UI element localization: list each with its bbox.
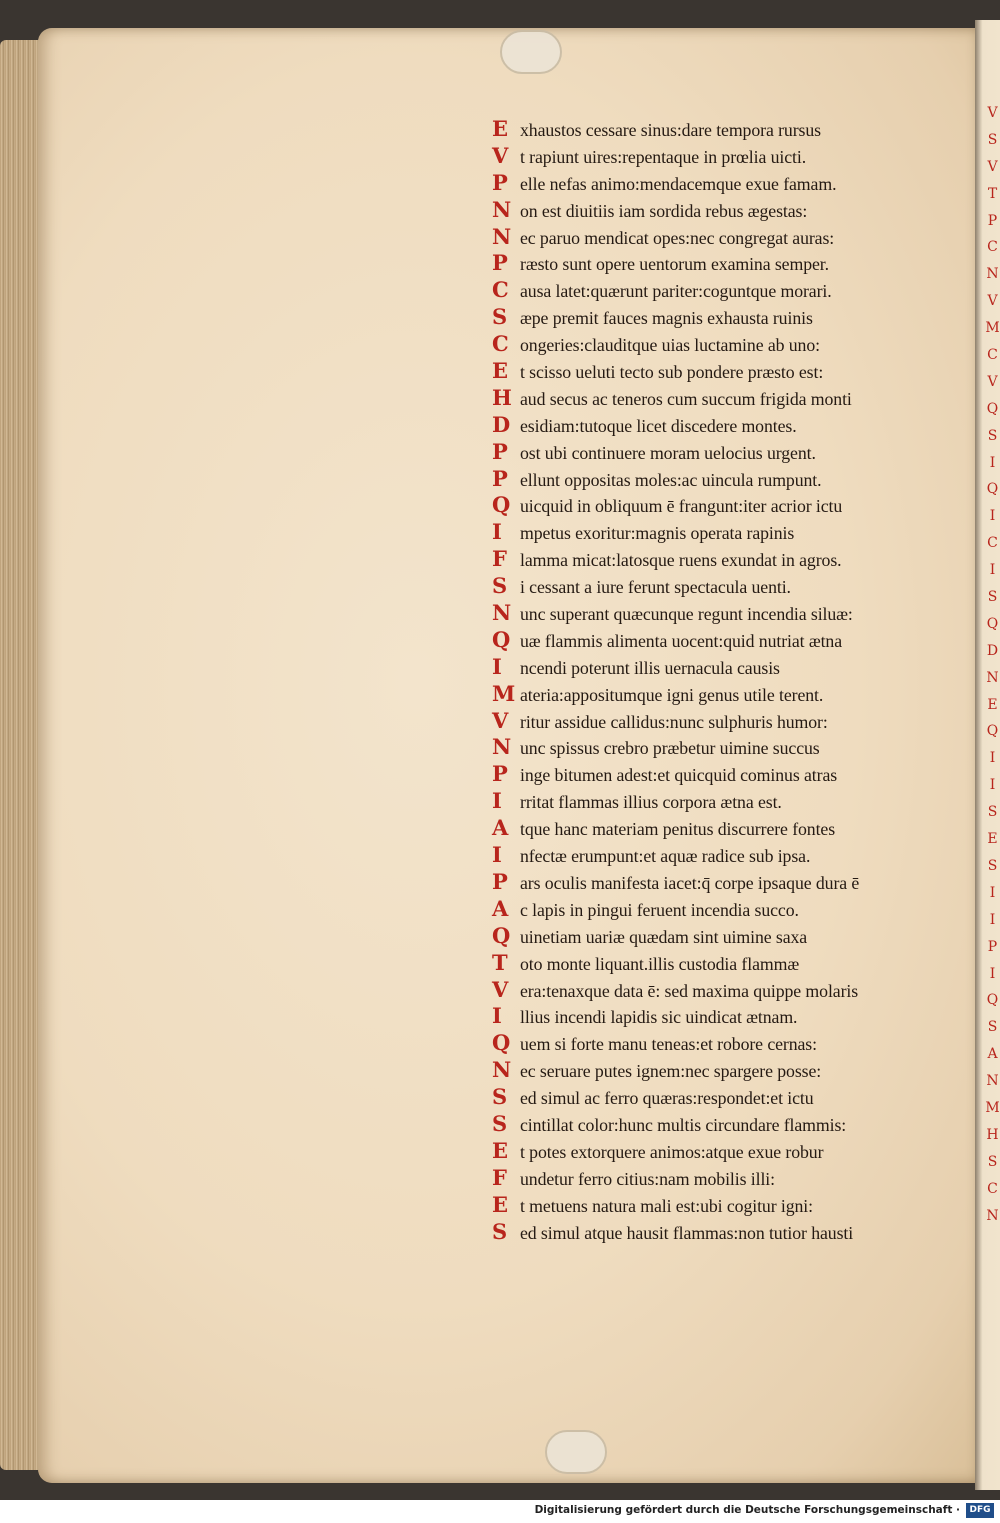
verse-text: unc spissus crebro præbetur uimine succus [520, 738, 820, 759]
verse-text: rritat flammas illius corpora ætna est. [520, 792, 782, 813]
verse-line [492, 358, 942, 385]
rubricated-initial: E [492, 116, 509, 141]
facing-initial: I [989, 965, 996, 982]
verse-line [492, 385, 942, 412]
verse-line [492, 197, 942, 224]
facing-initial: I [989, 911, 996, 928]
rubricated-initial: T [492, 949, 508, 975]
verse-line [492, 1111, 942, 1138]
verse-line [492, 492, 942, 519]
verse-line [492, 170, 942, 197]
rubricated-initial: V [492, 142, 509, 168]
verse-text: mpetus exoritur:magnis operata rapinis [520, 523, 795, 544]
verse-line [492, 869, 942, 896]
verse-column [492, 116, 942, 1245]
verse-line [492, 1030, 942, 1057]
verse-text: uem si forte manu teneas:et robore cernas: [520, 1034, 817, 1055]
rubricated-initial: I [492, 519, 502, 545]
facing-initial: C [987, 347, 998, 364]
verse-line [492, 1057, 942, 1084]
facing-initial: N [986, 266, 999, 283]
verse-text: ed simul ac ferro quæras:respondet:et ictu [520, 1088, 814, 1109]
verse-line [492, 466, 942, 493]
facing-page-initials [985, 100, 1000, 1229]
verse-line [492, 1084, 942, 1111]
rubricated-initial: E [492, 1137, 509, 1163]
verse-line [492, 600, 942, 627]
verse-text: ec paruo mendicat opes:nec congregat auras: [520, 227, 835, 248]
facing-initial: N [986, 1073, 999, 1090]
verse-line [492, 977, 942, 1004]
facing-initial: P [987, 212, 998, 229]
rubricated-initial: S [492, 1110, 508, 1136]
facing-initial: S [987, 589, 998, 606]
verse-text: t potes extorquere animos:atque exue robur [520, 1141, 824, 1162]
verse-text: ars oculis manifesta iacet:q̄ corpe ipsaque dura ē [520, 872, 860, 893]
verse-line [492, 224, 942, 251]
facing-initial: E [987, 831, 998, 848]
facing-initial: M [985, 320, 1000, 337]
page-clip-bottom [545, 1430, 607, 1474]
verse-line [492, 950, 942, 977]
facing-initial: M [985, 1099, 1000, 1116]
verse-line [492, 277, 942, 304]
rubricated-initial: N [492, 1057, 512, 1083]
rubricated-initial: Q [492, 922, 511, 948]
verse-text: uinetiam uariæ quædam sint uimine saxa [520, 926, 808, 947]
verse-line [492, 627, 942, 654]
facing-initial: I [989, 454, 996, 471]
facing-initial: S [987, 427, 998, 444]
verse-line [492, 734, 942, 761]
rubricated-initial: N [492, 600, 512, 626]
verse-text: t metuens natura mali est:ubi cogitur igni: [520, 1195, 813, 1216]
rubricated-initial: N [492, 196, 512, 222]
footer-bar [0, 1500, 1000, 1523]
rubricated-initial: P [492, 761, 508, 787]
verse-line [492, 1192, 942, 1219]
funding-credit: Digitalisierung gefördert durch die Deutsche Forschungsgemeinschaft · [534, 1504, 960, 1516]
rubricated-initial: V [492, 976, 509, 1002]
rubricated-initial: P [492, 868, 508, 894]
verse-text: ost ubi continuere moram uelocius urgent. [520, 442, 816, 463]
rubricated-initial: F [492, 1164, 507, 1190]
facing-initial: S [987, 1019, 998, 1036]
verse-text: lamma micat:latosque ruens exundat in agros. [520, 550, 842, 571]
verse-text: t scisso ueluti tecto sub pondere præsto est: [520, 362, 824, 383]
facing-initial: S [987, 1153, 998, 1170]
verse-text: ed simul atque hausit flammas:non tutior hausti [520, 1222, 854, 1243]
facing-initial: C [987, 1180, 998, 1197]
facing-initial: Q [986, 723, 999, 740]
verse-text: on est diuitiis iam sordida rebus ægestas: [520, 200, 808, 221]
rubricated-initial: S [492, 304, 508, 330]
facing-initial: I [989, 777, 996, 794]
rubricated-initial: P [492, 438, 508, 464]
verse-text: uicquid in obliquum ē frangunt:iter acrior ictu [520, 496, 843, 517]
verse-line [492, 708, 942, 735]
rubricated-initial: A [492, 815, 509, 841]
facing-initial: V [987, 158, 998, 175]
rubricated-initial: I [492, 1003, 502, 1029]
rubricated-initial: S [492, 1084, 508, 1110]
facing-initial: A [987, 1046, 998, 1063]
verse-line [492, 1138, 942, 1165]
verse-text: oto monte liquant.illis custodia flammæ [520, 953, 800, 974]
verse-line [492, 923, 942, 950]
verse-text: uæ flammis alimenta uocent:quid nutriat ætna [520, 630, 843, 651]
facing-initial: I [989, 750, 996, 767]
facing-initial: S [987, 131, 998, 148]
facing-initial: C [987, 239, 998, 256]
verse-text: tque hanc materiam penitus discurrere fontes [520, 819, 836, 840]
verse-line [492, 788, 942, 815]
verse-text: unc superant quæcunque regunt incendia siluæ: [520, 604, 853, 625]
facing-initial: I [989, 508, 996, 525]
rubricated-initial: I [492, 842, 502, 868]
facing-initial: Q [986, 992, 999, 1009]
facing-initial: Q [986, 481, 999, 498]
verse-line [492, 143, 942, 170]
rubricated-initial: C [492, 277, 509, 303]
facing-initial: I [989, 562, 996, 579]
verse-text: era:tenaxque data ē: sed maxima quippe molaris [520, 980, 859, 1001]
verse-line [492, 116, 942, 143]
facing-initial: H [986, 1126, 999, 1143]
verse-line [492, 654, 942, 681]
rubricated-initial: E [492, 358, 509, 384]
facing-initial: Q [986, 615, 999, 632]
verse-text: undetur ferro citius:nam mobilis illi: [520, 1168, 775, 1189]
rubricated-initial: P [492, 465, 508, 491]
facing-initial: Q [986, 400, 999, 417]
rubricated-initial: S [492, 573, 508, 599]
facing-initial: V [987, 105, 998, 121]
facing-initial: C [987, 535, 998, 552]
verse-line [492, 842, 942, 869]
rubricated-initial: P [492, 169, 508, 195]
verse-line [492, 761, 942, 788]
rubricated-initial: I [492, 653, 502, 679]
rubricated-initial: M [492, 680, 516, 706]
rubricated-initial: N [492, 223, 512, 249]
verse-text: inge bitumen adest:et quicquid cominus atras [520, 765, 838, 786]
verse-text: aud secus ac teneros cum succum frigida monti [520, 388, 852, 409]
verse-line [492, 546, 942, 573]
facing-initial: N [986, 1207, 999, 1224]
facing-initial: D [986, 642, 999, 659]
verse-line [492, 331, 942, 358]
verse-text: nfectæ erumpunt:et aquæ radice sub ipsa. [520, 846, 811, 867]
rubricated-initial: N [492, 734, 512, 760]
rubricated-initial: F [492, 546, 507, 572]
verse-text: i cessant a iure ferunt spectacula uenti. [520, 577, 791, 598]
verse-text: xhaustos cessare sinus:dare tempora rursus [520, 120, 821, 140]
facing-initial: I [989, 884, 996, 901]
rubricated-initial: Q [492, 626, 511, 652]
rubricated-initial: A [492, 895, 509, 921]
rubricated-initial: Q [492, 1030, 511, 1056]
verse-text: ellunt oppositas moles:ac uincula rumpunt. [520, 469, 822, 490]
verse-line [492, 815, 942, 842]
verse-text: ongeries:clauditque uias luctamine ab uno: [520, 335, 820, 356]
verse-line [492, 412, 942, 439]
verse-line [492, 439, 942, 466]
verse-text: ræsto sunt opere uentorum examina semper. [520, 254, 829, 275]
verse-line [492, 681, 942, 708]
verse-line [492, 1219, 942, 1246]
verse-text: c lapis in pingui feruent incendia succo. [520, 899, 799, 920]
rubricated-initial: E [492, 1191, 509, 1217]
verse-text: ausa latet:quærunt pariter:coguntque morari. [520, 281, 832, 302]
verse-text: ritur assidue callidus:nunc sulphuris humor: [520, 711, 828, 732]
facing-initial: V [987, 373, 998, 390]
rubricated-initial: S [492, 1218, 508, 1244]
verse-text: esidiam:tutoque licet discedere montes. [520, 415, 797, 436]
dfg-logo: DFG [966, 1503, 994, 1518]
verse-text: t rapiunt uires:repentaque in prœlia uicti. [520, 146, 807, 167]
verse-text: cintillat color:hunc multis circundare flammis: [520, 1114, 847, 1135]
verse-text: llius incendi lapidis sic uindicat ætnam. [520, 1007, 798, 1028]
verse-text: ncendi poterunt illis uernacula causis [520, 657, 780, 678]
verse-line [492, 1003, 942, 1030]
rubricated-initial: V [492, 707, 509, 733]
rubricated-initial: Q [492, 492, 511, 518]
verse-line [492, 250, 942, 277]
facing-initial: T [987, 185, 998, 202]
rubricated-initial: P [492, 250, 508, 276]
facing-initial: S [987, 804, 998, 821]
verse-line [492, 519, 942, 546]
rubricated-initial: H [492, 384, 512, 410]
verse-line [492, 1165, 942, 1192]
verse-text: æpe premit fauces magnis exhausta ruinis [520, 308, 813, 329]
verse-line [492, 896, 942, 923]
rubricated-initial: I [492, 788, 502, 814]
facing-initial: S [987, 857, 998, 874]
facing-initial: N [986, 669, 999, 686]
facing-initial: E [987, 696, 998, 713]
verse-text: elle nefas animo:mendacemque exue famam. [520, 173, 837, 194]
page-clip-top [500, 30, 562, 74]
verse-line [492, 573, 942, 600]
facing-initial: P [987, 938, 998, 955]
verse-line [492, 304, 942, 331]
facing-initial: V [987, 293, 998, 310]
verse-text: ateria:appositumque igni genus utile terent. [520, 684, 824, 705]
rubricated-initial: C [492, 331, 509, 357]
rubricated-initial: D [492, 411, 511, 437]
verse-text: ec seruare putes ignem:nec spargere posse: [520, 1061, 822, 1082]
